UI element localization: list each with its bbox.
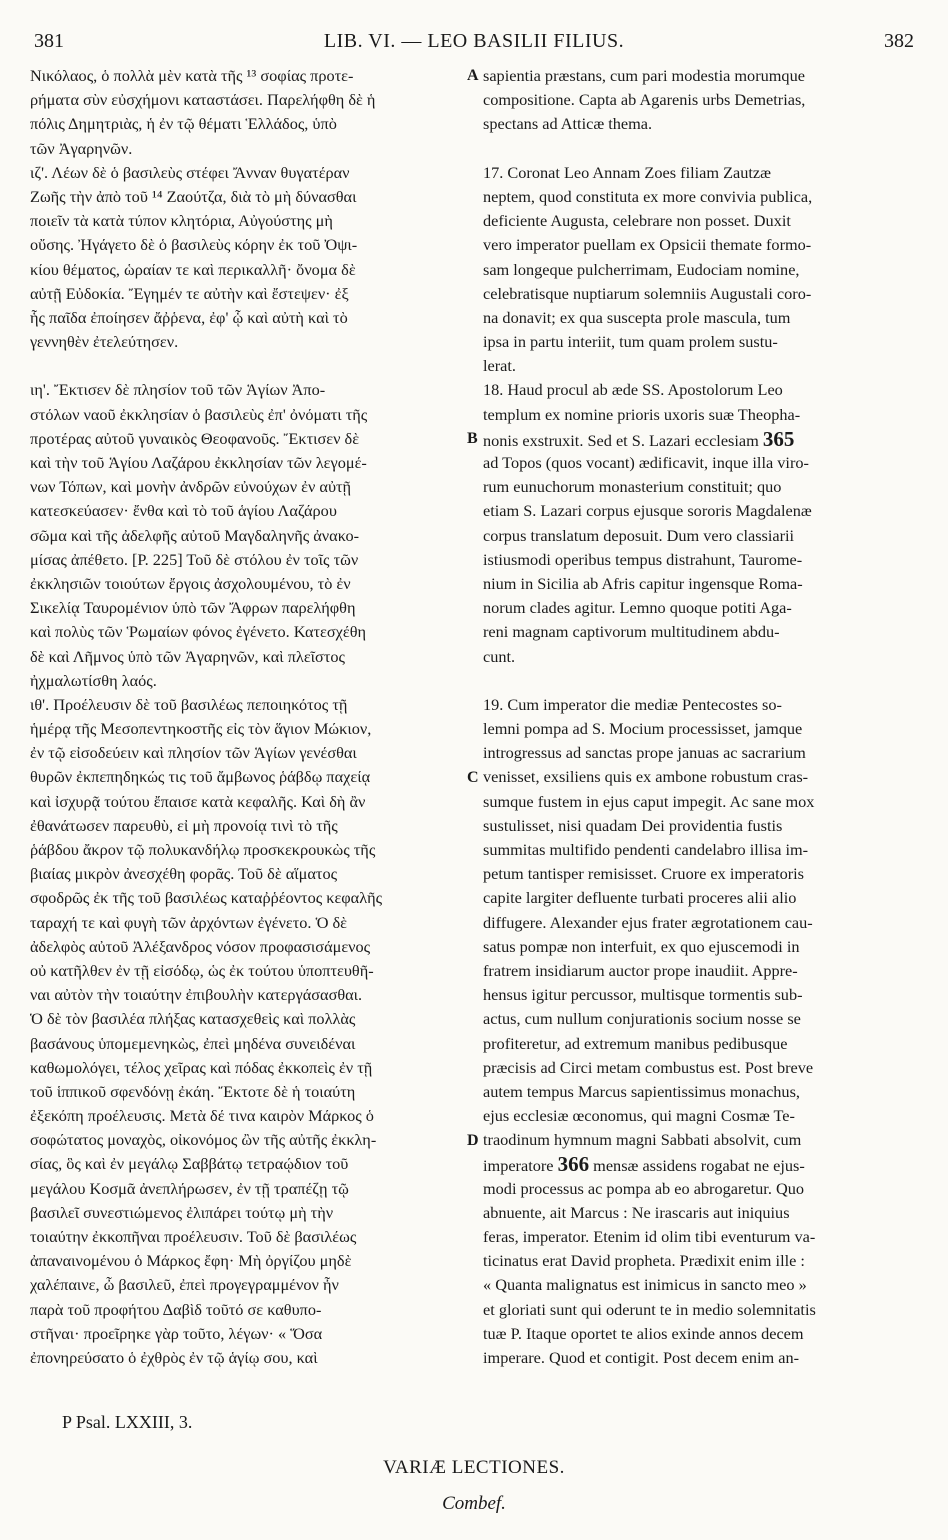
- latin-line: deficiente Augusta, celebrare non posset. Duxit: [483, 211, 791, 231]
- latin-line: [483, 137, 919, 161]
- greek-line: καθωμολόγει, τέλος χεῖρας καὶ πόδας ἐκκοπεὶς ἐν τῇ: [30, 1057, 373, 1077]
- greek-line: πόλις Δημητριὰς, ἡ ἐν τῷ θέματι Ἑλλάδος, ὑπὸ: [30, 114, 337, 134]
- greek-line: ἀπαναινομένου ὁ Μάρκος ἔφη· Μὴ ὀργίζου μηδὲ: [30, 1251, 352, 1271]
- greek-line: παρὰ τοῦ προφήτου Δαβὶδ τοῦτό σε καθυπο-: [30, 1299, 322, 1319]
- latin-line: rum eunuchorum monasterium constituit; quo: [483, 477, 782, 497]
- latin-line: capite largiter defluente turbati proceres alii alio: [483, 888, 797, 908]
- greek-line: ἡμέρᾳ τῆς Μεσοπεντηκοστῆς εἰς τὸν ἅγιον Μώκιον,: [30, 719, 372, 739]
- latin-line: sumque fustem in ejus caput impegit. Ac sane mox: [483, 791, 815, 811]
- greek-line: ιθ'. Προέλευσιν δὲ τοῦ βασιλέως πεποιηκότος τῇ: [30, 694, 348, 714]
- latin-line: autem tempus Marcus sapientissimus monachus,: [483, 1081, 800, 1101]
- latin-line: « Quanta malignatus est inimicus in sancto meo »: [483, 1275, 807, 1295]
- margin-letter: C: [467, 768, 479, 786]
- latin-line: hensus igitur percussor, multisque tormentis sub-: [483, 985, 803, 1005]
- latin-line: istiusmodi operibus tempus distrahunt, Taurome-: [483, 549, 803, 569]
- latin-line: diffugere. Alexander ejus frater ægrotationem cau-: [483, 912, 813, 932]
- latin-line: reni magnam captivorum multitudinem abdu-: [483, 622, 780, 642]
- latin-line: 19. Cum imperator die mediæ Pentecostes so-: [483, 694, 782, 714]
- greek-line: [30, 354, 470, 378]
- latin-line: nonis exstruxit. Sed et S. Lazari ecclesiam 365: [483, 426, 795, 451]
- margin-letter: A: [467, 67, 479, 84]
- latin-line: imperare. Quod et contigit. Post decem enim an-: [483, 1347, 800, 1367]
- greek-line: βασάνους ὑπομεμενηκὼς, ἐπεὶ μηδένα συνειδέναι: [30, 1033, 356, 1053]
- greek-line: τοιαύτην ἐκκοπῆναι προέλευσιν. Τοῦ δὲ βασιλέως: [30, 1227, 357, 1246]
- latin-line: sapientia præstans, cum pari modestia morumque: [483, 66, 805, 85]
- footnote: P Psal. LXXIII, 3.: [62, 1412, 193, 1432]
- latin-line: neptem, quod constituta ex more convivia publica,: [483, 186, 813, 206]
- greek-line: σῶμα καὶ τῆς ἀδελφῆς αὐτοῦ Μαγδαληνῆς ἀνακο-: [30, 525, 360, 545]
- greek-line: σίας, ὃς καὶ ἐν μεγάλῳ Σαββάτῳ τετραῴδιον τοῦ: [30, 1154, 349, 1174]
- greek-line: ναι αὐτὸν τὴν τοιαύτην ἐπιβουλὴν κατεργάσασθαι.: [30, 985, 363, 1005]
- greek-line: Νικόλαος, ὁ πολλὰ μὲν κατὰ τῆς ¹³ σοφίας προτε-: [30, 66, 354, 85]
- latin-line: nium in Sicilia ab Afris capitur ingensque Roma-: [483, 573, 803, 593]
- latin-line: satus pompæ non interfuit, ex quo ejuscemodi in: [483, 936, 800, 956]
- greek-line: Ὁ δὲ τὸν βασιλέα πλήξας κατασχεθεὶς καὶ πολλὰς: [30, 1009, 356, 1029]
- greek-line: ρήματα σὺν εὐσχήμονι καταστάσει. Παρελήφθη δὲ ἡ: [30, 90, 376, 110]
- greek-line: τοῦ ἱππικοῦ σφενδόνῃ ἐκάη. Ἔκτοτε δὲ ἡ τοιαύτη: [30, 1081, 356, 1101]
- page-header: [34, 30, 914, 64]
- greek-line: δὲ καὶ Λῆμνος ὑπὸ τῶν Ἀγαρηνῶν, καὶ πλεῖστος: [30, 646, 345, 666]
- greek-line: κίου θέματος, ὡραίαν τε καὶ περικαλλῆ· ὄνομα δὲ: [30, 259, 356, 279]
- variae-lectiones-heading: VARIÆ LECTIONES.: [383, 1457, 565, 1478]
- latin-line: ejus ecclesiæ œconomus, qui magni Cosmæ Te-: [483, 1106, 795, 1126]
- latin-column: [483, 64, 919, 1370]
- greek-line: κατεσκεύασεν· ἔνθα καὶ τὸ τοῦ ἁγίου Λαζάρου: [30, 501, 337, 521]
- latin-line: ad Topos (quos vocant) ædificavit, inque illa viro-: [483, 453, 809, 472]
- greek-line: καὶ πολὺς τῶν Ῥωμαίων φόνος ἐγένετο. Κατεσχέθη: [30, 622, 367, 642]
- bold-page-marker: 365: [762, 426, 795, 451]
- latin-line: profiteretur, ad extremum manibus pedibusque: [483, 1033, 788, 1053]
- latin-line: templum ex nomine prioris uxoris suæ Theopha-: [483, 404, 801, 424]
- combef-label: Combef.: [442, 1493, 506, 1514]
- greek-line: στῆναι· προεῖρηκε γὰρ τοῦτο, λέγων· « Ὅσα: [30, 1323, 323, 1343]
- greek-line: ἠχμαλωτίσθη λαός.: [30, 670, 157, 690]
- latin-line: sustulisset, nisi quadam Dei providentia fustis: [483, 815, 783, 835]
- greek-line: αὐτῇ Εὐδοκία. Ἔγημέν τε αὐτὴν καὶ ἔστεψεν· ἐξ: [30, 283, 349, 303]
- greek-line: ἐξεκόπη προέλευσις. Μετὰ δέ τινα καιρὸν Μάρκος ὁ: [30, 1106, 374, 1126]
- page-number-left: 381: [34, 30, 64, 52]
- latin-line: venisset, exsiliens quis ex ambone robustum cras-: [483, 767, 809, 787]
- greek-line: μίσας ἀπέθετο. [P. 225] Τοῦ δὲ στόλου ἐν τοῖς τῶν: [30, 549, 359, 569]
- latin-line: introgressus ad sanctas prope januas ac sacrarium: [483, 743, 806, 763]
- latin-line: abnuente, ait Marcus : Ne irascaris aut iniquius: [483, 1202, 790, 1222]
- latin-line: spectans ad Atticæ thema.: [483, 114, 653, 134]
- latin-line: [483, 669, 919, 693]
- greek-line: ταραχή τε καὶ φυγὴ τῶν ἀρχόντων ἐγένετο. Ὁ δὲ: [30, 912, 348, 932]
- latin-line: na donavit; ex qua suscepta prole mascula, tum: [483, 307, 791, 327]
- greek-line: ῥάβδου ἄκρον τῷ πολυκανδήλῳ προσκεκρουκὼς τῆς: [30, 840, 376, 859]
- latin-line: præcisis ad Circi metam combustus est. Post breve: [483, 1057, 814, 1077]
- greek-line: ποιεῖν τὰ κατὰ τύπον κλητόρια, Αὐγούστης μὴ: [30, 211, 333, 231]
- latin-line: imperatore 366 mensæ assidens rogabat ne ejus-: [483, 1152, 805, 1177]
- bold-page-marker: 366: [557, 1152, 590, 1177]
- greek-line: καὶ ἰσχυρᾷ τούτου ἔπαισε κατὰ κεφαλῆς. Καὶ δὴ ἂν: [30, 791, 366, 811]
- latin-line: petum tantisper remisisset. Cruore ex imperatoris: [483, 864, 805, 884]
- page-number-right: 382: [884, 30, 914, 52]
- greek-column: [30, 64, 470, 1370]
- latin-line: tuæ P. Itaque oportet te alios exinde annos decem: [483, 1323, 804, 1343]
- latin-line: corpus translatum deposuit. Dum vero classiarii: [483, 525, 795, 545]
- greek-line: οὐ κατῆλθεν ἐν τῇ εἰσόδῳ, ὡς ἐκ τούτου ὑποπτευθῆ-: [30, 960, 374, 980]
- margin-letter: D: [467, 1131, 479, 1149]
- greek-line: θυρῶν ἐκπεπηδηκώς τις τοῦ ἄμβωνος ῥάβδῳ παχείᾳ: [30, 767, 371, 787]
- latin-line: ipsa in partu interiit, tum quam prolem sustu-: [483, 332, 778, 352]
- greek-line: στόλων ναοῦ ἐκκλησίαν ὁ βασιλεὺς ἐπ' ὀνόματι τῆς: [30, 404, 368, 424]
- greek-line: μεγάλου Κοσμᾶ ἀνεπλήρωσεν, ἐν τῇ τραπέζῃ τῷ: [30, 1178, 349, 1198]
- running-title: LIB. VI. — LEO BASILII FILIUS.: [323, 30, 625, 52]
- greek-line: σφοδρῶς ἐκ τῆς τοῦ βασιλέως καταῤῥέοντος κεφαλῆς: [30, 888, 383, 908]
- greek-line: τῶν Ἀγαρηνῶν.: [30, 138, 133, 158]
- latin-line: vero imperator puellam ex Opsicii themate formo-: [483, 235, 812, 255]
- latin-line: sam longeque pulcherrimam, Eudociam nomine,: [483, 259, 800, 279]
- latin-line: lerat.: [483, 356, 516, 376]
- latin-line: et gloriati sunt qui oderunt te in medio solemnitatis: [483, 1299, 816, 1319]
- latin-line: 18. Haud procul ab æde SS. Apostolorum Leo: [483, 380, 783, 400]
- greek-line: ἐκκλησιῶν τοιούτων ἔργοις ἀσχολουμένου, τὸ ἐν: [30, 573, 351, 593]
- greek-line: βασιλεῖ συνεστιώμενος ἐλιπάρει τούτῳ μὴ τὴν: [30, 1202, 334, 1222]
- latin-line: compositione. Capta ab Agarenis urbs Demetrias,: [483, 90, 806, 110]
- greek-line: νων Τόπων, καὶ μονὴν ἀνδρῶν εὐνούχων ἐν αὐτῇ: [30, 477, 352, 497]
- greek-line: οὔσης. Ἠγάγετο δὲ ὁ βασιλεὺς κόρην ἐκ τοῦ Ὀψι-: [30, 235, 358, 255]
- latin-line: summitas multifido pendenti candelabro illisa im-: [483, 840, 809, 859]
- greek-line: ἐπονηρεύσατο ὁ ἐχθρὸς ἐν τῷ ἁγίῳ σου, καὶ: [30, 1347, 318, 1367]
- greek-line: ἀδελφὸς αὐτοῦ Ἀλέξανδρος νόσον προφασισάμενος: [30, 936, 371, 956]
- greek-line: γεννηθὲν ἐτελεύτησεν.: [30, 332, 179, 352]
- latin-line: ticinatus erat David propheta. Prædixit enim ille :: [483, 1251, 805, 1271]
- latin-line: feras, imperator. Etenim id olim tibi eventurum va-: [483, 1227, 816, 1246]
- latin-line: 17. Coronat Leo Annam Zoes filiam Zautzæ: [483, 162, 772, 182]
- greek-line: ἐθανάτωσεν παρευθὺ, εἰ μὴ προνοίᾳ τινὶ τὸ τῆς: [30, 815, 338, 835]
- latin-line: fratrem insidiarum auctor prope inaudiit. Appre-: [483, 960, 798, 980]
- latin-line: modi processus ac pompa ab eo abrogaretur. Quo: [483, 1178, 805, 1198]
- greek-line: ἐν τῷ εἰσοδεύειν καὶ πλησίον τῶν Ἁγίων γενέσθαι: [30, 743, 357, 763]
- greek-line: σοφώτατος μοναχὸς, οἰκονόμος ὢν τῆς αὐτῆς ἐκκλη-: [30, 1130, 377, 1150]
- greek-line: βιαίας μικρὸν ἀνεσχέθη φορᾶς. Τοῦ δὲ αἵματος: [30, 864, 338, 884]
- greek-line: καὶ τὴν τοῦ Ἁγίου Λαζάρου ἐκκλησίαν τῶν λεγομέ-: [30, 453, 367, 472]
- latin-line: cunt.: [483, 646, 516, 666]
- latin-line: lemni pompa ad S. Mocium processisset, jamque: [483, 719, 803, 739]
- margin-letter: B: [467, 430, 478, 447]
- latin-line: traodinum hymnum magni Sabbati absolvit, cum: [483, 1130, 802, 1150]
- greek-line: ιη'. Ἔκτισεν δὲ πλησίον τοῦ τῶν Ἁγίων Ἀπο-: [30, 380, 326, 400]
- greek-line: προτέρας αὐτοῦ γυναικὸς Θεοφανοῦς. Ἔκτισεν δὲ: [30, 428, 360, 448]
- greek-line: χαλέπαινε, ὦ βασιλεῦ, ἐπεὶ προγεγραμμένον ἦν: [30, 1275, 339, 1295]
- latin-line: etiam S. Lazari corpus ejusque sororis Magdalenæ: [483, 501, 812, 521]
- greek-line: Ζωῆς τὴν ἀπὸ τοῦ ¹⁴ Ζαούτζα, διὰ τὸ μὴ δύνασθαι: [30, 186, 357, 206]
- latin-line: actus, cum nullum conjurationis socium nosse se: [483, 1009, 801, 1029]
- greek-line: ἧς παῖδα ἐποίησεν ἄῤῥενα, ἐφ' ᾧ καὶ αὐτὴ καὶ τὸ: [30, 307, 348, 327]
- greek-line: ιζ'. Λέων δὲ ὁ βασιλεὺς στέφει Ἄνναν θυγατέραν: [30, 162, 350, 182]
- latin-line: celebratisque nuptiarum solemniis Augustali coro-: [483, 283, 812, 303]
- greek-line: Σικελίᾳ Ταυρομένιον ὑπὸ τῶν Ἄφρων παρελήφθη: [30, 598, 356, 618]
- latin-line-continuation: mensæ assidens rogabat ne ejus-: [589, 1156, 805, 1176]
- latin-line: norum clades agitur. Lemno quoque potiti Aga-: [483, 598, 792, 618]
